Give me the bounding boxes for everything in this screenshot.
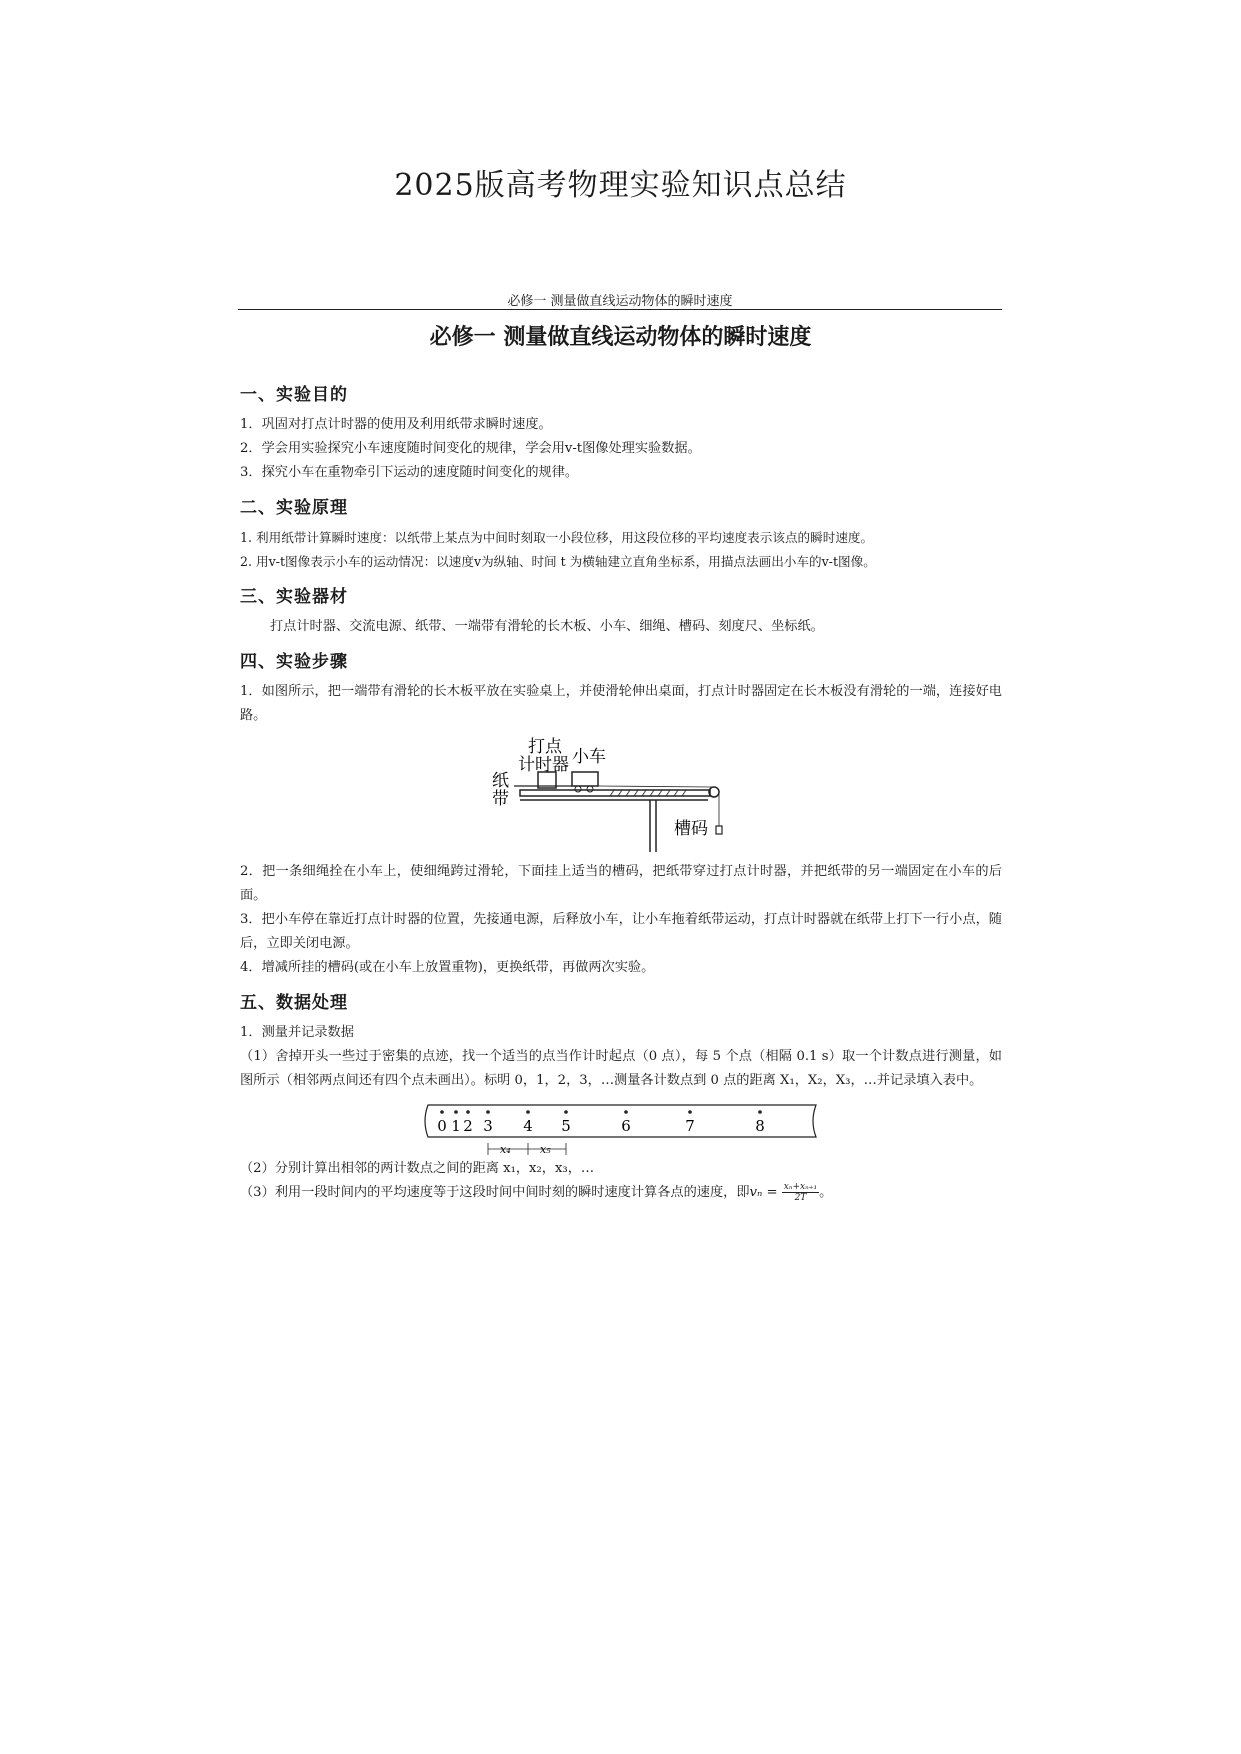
label-weight: 槽码 (674, 819, 708, 839)
tape-figure (240, 1101, 1002, 1157)
tape-dot (440, 1110, 444, 1114)
formula-denominator: 2T (794, 1193, 807, 1203)
section-heading-data: 五、数据处理 (240, 993, 348, 1013)
apparatus-diagram (490, 734, 750, 854)
tape-dot (486, 1110, 490, 1114)
tape-label: 6 (621, 1117, 631, 1135)
label-timer-line1: 打点 (528, 737, 562, 757)
apparatus-figure (240, 734, 1002, 854)
tape-label: 5 (561, 1117, 571, 1135)
tape-diagram (420, 1101, 820, 1157)
tape-dot (526, 1110, 530, 1114)
step-item: 2．把一条细绳拴在小车上，使细绳跨过滑轮，下面挂上适当的槽码，把纸带穿过打点计时器，并把纸带的另一端固定在小车的后面。 (240, 864, 1002, 903)
tape-label: 1 (451, 1117, 461, 1135)
section-heading-purpose: 一、实验目的 (240, 385, 348, 405)
x4-label: x₄ (500, 1143, 511, 1156)
running-header: 必修一 测量做直线运动物体的瞬时速度 (507, 294, 733, 309)
tape-dot (758, 1110, 762, 1114)
formula-text: （3）利用一段时间内的平均速度等于这段时间中间时刻的瞬时速度计算各点的速度，即 (240, 1185, 750, 1200)
tape-label: 8 (755, 1117, 765, 1135)
tape-label: 0 (437, 1117, 447, 1135)
label-tape-line2: 带 (492, 789, 509, 809)
weight-shape (716, 826, 722, 834)
header-rule (238, 309, 1002, 310)
step-item: 4．增减所挂的槽码(或在小车上放置重物)，更换纸带，再做两次实验。 (240, 960, 655, 975)
cart-shape (572, 772, 598, 786)
principle-item: 1. 利用纸带计算瞬时速度：以纸带上某点为中间时刻取一小段位移，用这段位移的平均速度表示该点的瞬时速度。 (240, 530, 874, 545)
tape-label: 4 (523, 1117, 533, 1135)
formula-numerator: xₙ+xₙ₊₁ (783, 1182, 818, 1192)
equipment-list: 打点计时器、交流电源、纸带、一端带有滑轮的长木板、小车、细绳、槽码、刻度尺、坐标纸。 (270, 619, 824, 634)
data-item-formula (240, 1181, 1002, 1205)
purpose-item: 1．巩固对打点计时器的使用及利用纸带求瞬时速度。 (240, 417, 552, 432)
section-heading-principle: 二、实验原理 (240, 498, 348, 518)
formula-fraction (782, 1182, 819, 1203)
board-shape (520, 790, 710, 796)
principle-item: 2. 用v-t图像表示小车的运动情况：以速度v为纵轴、时间 t 为横轴建立直角坐标系，用描点法画出小车的v-t图像。 (240, 554, 876, 569)
tape-label: 7 (685, 1117, 695, 1135)
tape-dot (688, 1110, 692, 1114)
step-item: 3．把小车停在靠近打点计时器的位置，先接通电源，后释放小车，让小车拖着纸带运动，打点计时器就在纸带上打下一行小点，随后，立即关闭电源。 (240, 912, 1002, 951)
data-item: 1．测量并记录数据 (240, 1025, 354, 1040)
data-item: （2）分别计算出相邻的两计数点之间的距离 x₁，x₂，x₃，… (240, 1161, 595, 1176)
formula-end: 。 (819, 1185, 833, 1200)
tape-dot (466, 1110, 470, 1114)
x5-label: x₅ (540, 1143, 551, 1156)
tape-dot (454, 1110, 458, 1114)
chapter-title: 必修一 测量做直线运动物体的瞬时速度 (429, 325, 812, 350)
tape-dot (624, 1110, 628, 1114)
tape-label: 2 (463, 1117, 473, 1135)
label-tape-line1: 纸 (492, 771, 509, 791)
formula-lhs: vₙ = (749, 1185, 778, 1200)
tape-dot (564, 1110, 568, 1114)
data-item: （1）舍掉开头一些过于密集的点迹，找一个适当的点当作计时起点（0 点），每 5 个点（相隔 0.1 s）取一个计数点进行测量，如图所示（相邻两点间还有四个点未画出）。标明 0，1，2，3，…测量各计数点到 0 点的距离 X₁，X₂，X₃，…并记录填入表中。 (240, 1049, 1002, 1088)
purpose-item: 2．学会用实验探究小车速度随时间变化的规律，学会用v-t图像处理实验数据。 (240, 441, 701, 456)
tape-label: 3 (483, 1117, 493, 1135)
string-line (598, 786, 712, 787)
label-timer-line2: 计时器 (518, 755, 569, 775)
document-title: 2025版高考物理实验知识点总结 (394, 168, 847, 203)
purpose-item: 3．探究小车在重物牵引下运动的速度随时间变化的规律。 (240, 465, 579, 480)
step-item: 1．如图所示，把一端带有滑轮的长木板平放在实验桌上，并使滑轮伸出桌面，打点计时器固定在长木板没有滑轮的一端，连接好电路。 (240, 684, 1002, 723)
label-cart: 小车 (572, 747, 606, 767)
section-heading-steps: 四、实验步骤 (240, 652, 348, 672)
section-heading-equipment: 三、实验器材 (240, 587, 348, 607)
content (240, 380, 1002, 1205)
